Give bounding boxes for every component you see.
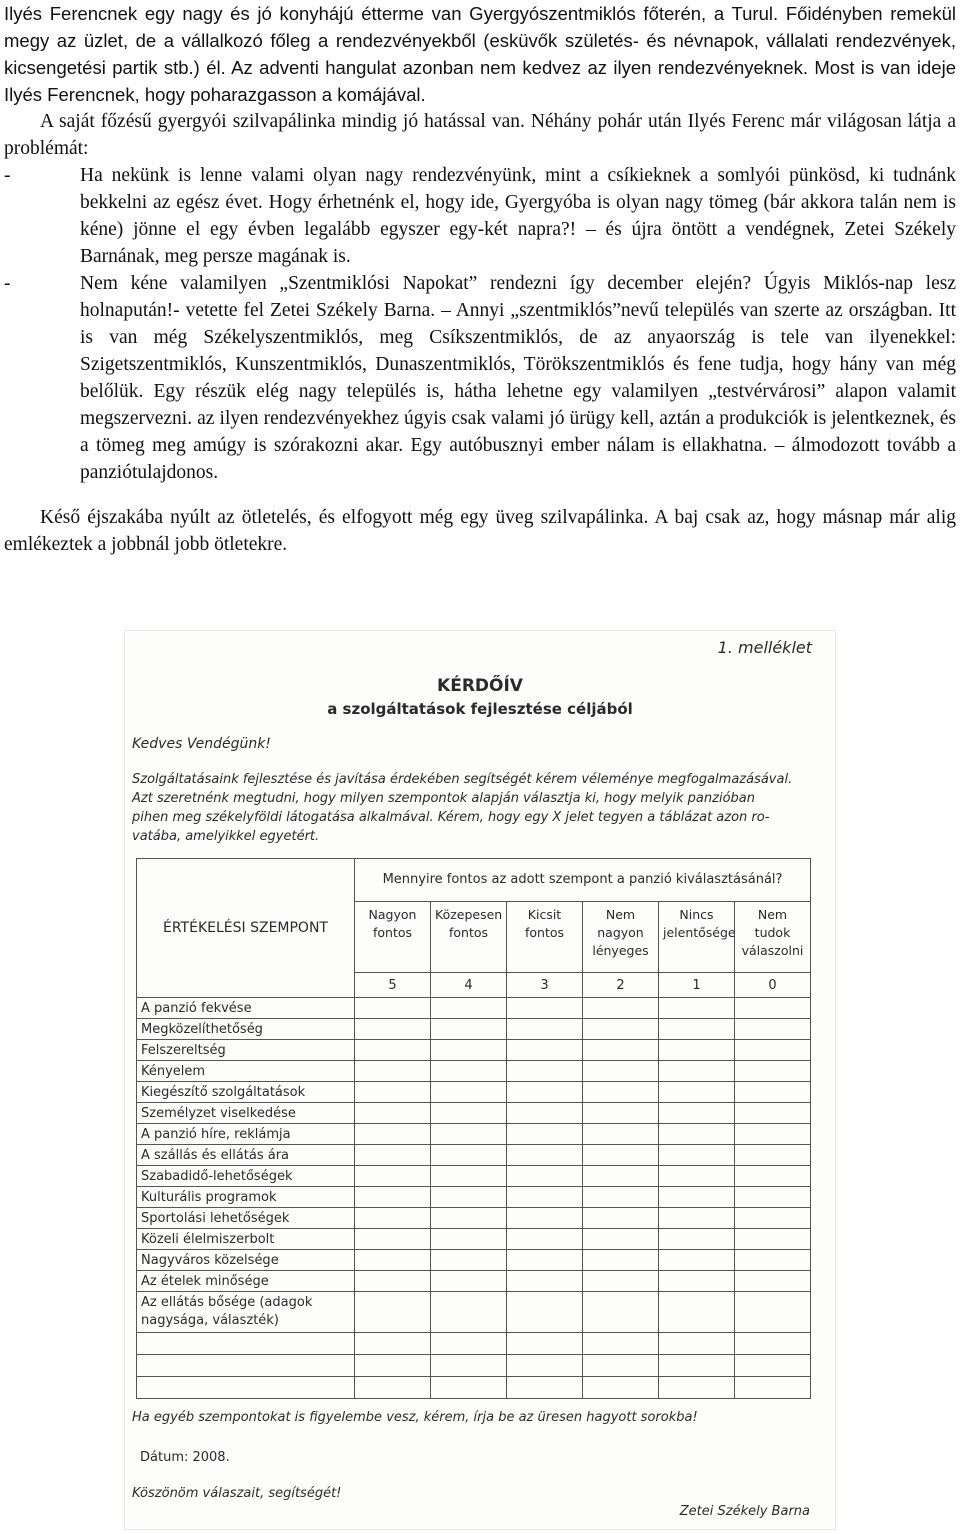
table-row (137, 1208, 811, 1229)
scale-number: 0 (735, 973, 811, 998)
criterion-header: ÉRTÉKELÉSI SZEMPONT (137, 859, 355, 998)
criterion-label: Kulturális programok (137, 1187, 355, 1208)
table-row-blank (137, 1333, 811, 1355)
date-line: Dátum: 2008. (140, 1450, 230, 1465)
criterion-label: Az ellátás bősége (adagok nagysága, választék) (137, 1292, 355, 1333)
scale-label: Közepesen fontos (431, 902, 507, 973)
criterion-label: A panzió fekvése (137, 998, 355, 1019)
intro-line: pihen meg székelyföldi látogatása alkalmával. Kérem, hogy egy X jelet tegyen a táblázat azon ro- (132, 810, 770, 825)
scale-label: Nem nagyon lényeges (583, 902, 659, 973)
criterion-label: Közeli élelmiszerbolt (137, 1229, 355, 1250)
table-row (137, 1166, 811, 1187)
signature: Zetei Székely Barna (679, 1504, 810, 1519)
table-row (137, 1292, 811, 1333)
table-row (137, 1229, 811, 1250)
paragraph-closing: Késő éjszakába nyúlt az ötletelés, és elfogyott még egy üveg szilvapálinka. A baj csak az, hogy másnap már alig emlékeztek a jobbnál jobb ötletekre. (4, 507, 956, 555)
dialogue-text-2: Nem kéne valamilyen „Szentmiklósi Napokat” rendezni így december elején? Úgyis Miklós-nap lesz holnapután!- vetette fel Zetei Székely Barna. – Annyi „szentmiklós”nevű település van szerte az országban. Itt is van még Székelyszentmiklós, meg Csíkszentmiklós, de az anyaország is tele van ilyenekkel: Szigetszentmiklós, Kunszentmiklós, Dunaszentmiklós, Törökszentmiklós és fene tudja, hogy hány van még belőlük. Egy részük elég nagy település is, hátha lehetne egy valamilyen „testvérvárosi” alapon valamit megszervezni. az ilyen rendezvényekhez úgyis csak valami jó ürügy kell, aztán a produkciók is jelentkeznek, és a tömeg meg amúgy is szórakozni akar. Egy autóbusznyi ember nálam is ellakhatna. – álmodozott tovább a panziótulajdonos. (80, 273, 956, 483)
scale-number: 1 (659, 973, 735, 998)
table-row (137, 1124, 811, 1145)
criterion-label: Kényelem (137, 1061, 355, 1082)
rating-table (136, 858, 811, 1399)
table-row (137, 1082, 811, 1103)
questionnaire-scan (124, 630, 836, 1530)
criterion-label: Személyzet viselkedése (137, 1103, 355, 1124)
table-row (137, 998, 811, 1019)
table-row (137, 1019, 811, 1040)
scale-label: Nem tudok válaszolni (735, 902, 811, 973)
intro-line: Azt szeretnénk megtudni, hogy milyen szempontok alapján választja ki, hogy melyik panzióban (132, 791, 755, 806)
question-header: Mennyire fontos az adott szempont a panzió kiválasztásánál? (355, 859, 811, 902)
paragraph-intro: Ilyés Ferencnek egy nagy és jó konyhájú étterme van Gyergyószentmiklós főterén, a Turul. Főidényben remekül megy az üzlet, de a vállalkozó főleg a rendezvényekből (esküvők születés- és névnapok, vállalati rendezvények, kicsengetési partik stb.) él. Az adventi hangulat azonban nem kedvez az ilyen rendezvényeknek. Most is van ideje Ilyés Ferencnek, hogy poharazgasson a komájával. (4, 3, 956, 105)
annex-label: 1. melléklet (717, 638, 812, 657)
criterion-label: Sportolási lehetőségek (137, 1208, 355, 1229)
dialogue-line-1 (4, 162, 956, 270)
dialogue-line-2 (4, 270, 956, 486)
dash-marker: - (4, 273, 11, 294)
criterion-label: Az ételek minősége (137, 1271, 355, 1292)
dialogue-text-1: Ha nekünk is lenne valami olyan nagy rendezvényünk, mint a csíkieknek a somlyói pünkösd, ki tudnánk bekkelni az egész évet. Hogy érhetnénk el, hogy ide, Gyergyóba is olyan nagy tömeg (bár akkora talán nem is kéne) jönne el egy évben legalább egyszer egy-két napra?! – és újra öntött a vendégnek, Zetei Székely Barnának, meg persze magának is. (80, 165, 956, 267)
criterion-label: Felszereltség (137, 1040, 355, 1061)
dash-marker: - (4, 165, 11, 186)
questionnaire-title: KÉRDŐÍV (437, 676, 523, 696)
criterion-label: Nagyváros közelsége (137, 1250, 355, 1271)
scale-number: 2 (583, 973, 659, 998)
table-row (137, 1271, 811, 1292)
thanks-line: Köszönöm válaszait, segítségét! (132, 1486, 342, 1501)
intro-line: Szolgáltatásaink fejlesztése és javítása érdekében segítségét kérem véleménye megfogalmazásával. (132, 772, 793, 787)
intro-text (132, 770, 822, 846)
scale-label: Nincs jelentősége (659, 902, 735, 973)
table-row-blank (137, 1355, 811, 1377)
table-row (137, 1145, 811, 1166)
scale-number: 4 (431, 973, 507, 998)
intro-line: vatába, amelyikkel egyetért. (132, 829, 320, 844)
table-row (137, 1040, 811, 1061)
table-row (137, 1250, 811, 1271)
criterion-label: A panzió híre, reklámja (137, 1124, 355, 1145)
table-row (137, 1187, 811, 1208)
table-row-blank (137, 1377, 811, 1399)
table-row (137, 1061, 811, 1082)
scale-number: 5 (355, 973, 431, 998)
criterion-label: Szabadidő-lehetőségek (137, 1166, 355, 1187)
criterion-label: Kiegészítő szolgáltatások (137, 1082, 355, 1103)
footer-note: Ha egyéb szempontokat is figyelembe vesz, kérem, írja be az üresen hagyott sorokba! (132, 1410, 698, 1425)
scale-label: Nagyon fontos (355, 902, 431, 973)
criterion-label: A szállás és ellátás ára (137, 1145, 355, 1166)
questionnaire-subtitle: a szolgáltatások fejlesztése céljából (327, 700, 633, 718)
table-row (137, 1103, 811, 1124)
criterion-label: Megközelíthetőség (137, 1019, 355, 1040)
story-text (4, 0, 956, 558)
scale-label: Kicsit fontos (507, 902, 583, 973)
scale-number: 3 (507, 973, 583, 998)
greeting: Kedves Vendégünk! (132, 736, 271, 752)
paragraph-palinka: A saját főzésű gyergyói szilvapálinka mindig jó hatással van. Néhány pohár után Ilyés Ferenc már világosan látja a problémát: (4, 111, 956, 159)
